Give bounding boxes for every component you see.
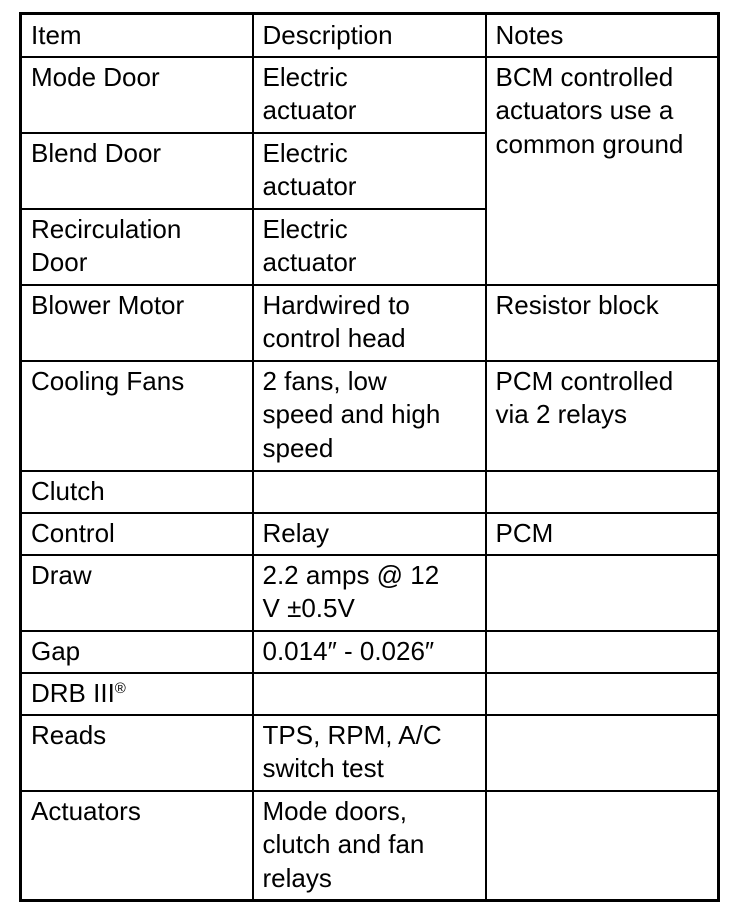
cell-notes: [486, 555, 719, 631]
table-row: [21, 57, 719, 133]
cell-description: [253, 673, 486, 715]
table-row: [21, 285, 719, 361]
table-row: [21, 715, 719, 791]
header-item: Item: [21, 14, 253, 57]
table-row: [21, 513, 719, 555]
cell-notes: [486, 631, 719, 673]
table-row: [21, 673, 719, 715]
cell-notes: Resistor block: [486, 285, 719, 361]
registered-mark: ®: [114, 679, 126, 697]
cell-item: Control: [21, 513, 253, 555]
spec-table: [19, 12, 720, 902]
cell-description: Relay: [253, 513, 486, 555]
cell-description: Electric actuator: [253, 133, 486, 209]
cell-description: 0.014″ - 0.026″: [253, 631, 486, 673]
cell-description: TPS, RPM, A/C switch test: [253, 715, 486, 791]
header-description: Description: [253, 14, 486, 57]
cell-description: Electric actuator: [253, 209, 486, 285]
cell-notes: [486, 471, 719, 513]
table-row: [21, 555, 719, 631]
header-notes: Notes: [486, 14, 719, 57]
cell-item: Blend Door: [21, 133, 253, 209]
cell-item: Recirculation Door: [21, 209, 253, 285]
cell-notes: [486, 673, 719, 715]
cell-description: Hardwired to control head: [253, 285, 486, 361]
cell-notes: PCM: [486, 513, 719, 555]
cell-item-text: DRB III: [31, 677, 115, 708]
cell-item: [21, 673, 253, 715]
cell-item: Clutch: [21, 471, 253, 513]
cell-notes: [486, 791, 719, 901]
header-row: [21, 14, 719, 57]
table-row: [21, 471, 719, 513]
cell-notes: PCM controlled via 2 relays: [486, 361, 719, 471]
cell-notes: [486, 715, 719, 791]
cell-item: Mode Door: [21, 57, 253, 133]
cell-description: 2.2 amps @ 12 V ±0.5V: [253, 555, 486, 631]
cell-item: Actuators: [21, 791, 253, 901]
table-row: [21, 791, 719, 901]
table-row: [21, 361, 719, 471]
cell-description: Mode doors, clutch and fan relays: [253, 791, 486, 901]
cell-item: Reads: [21, 715, 253, 791]
cell-description: 2 fans, low speed and high speed: [253, 361, 486, 471]
cell-item: Draw: [21, 555, 253, 631]
cell-item: Cooling Fans: [21, 361, 253, 471]
cell-item: Blower Motor: [21, 285, 253, 361]
cell-description: Electric actuator: [253, 57, 486, 133]
cell-item: Gap: [21, 631, 253, 673]
table-row: [21, 631, 719, 673]
cell-description: [253, 471, 486, 513]
cell-notes-merged: BCM controlled actuators use a common ground: [486, 57, 719, 285]
